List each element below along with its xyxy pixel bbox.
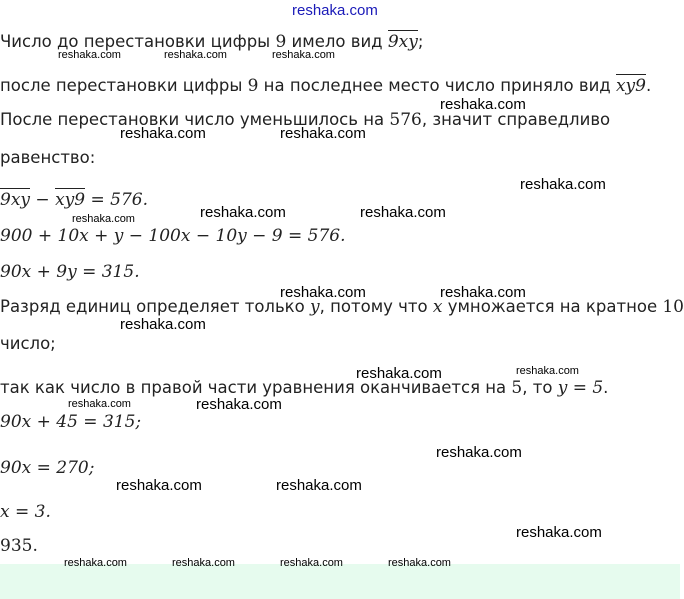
math: 900 + 10x + y − 100x − 10y − 9 = 576. (0, 226, 346, 246)
math: 90x + 45 = 315; (0, 412, 142, 432)
text: , значит справедливо (421, 110, 611, 129)
text: . (645, 76, 652, 95)
math: − (30, 190, 56, 210)
watermark: reshaka.com (272, 49, 335, 61)
math: 90x + 9y = 315. (0, 262, 140, 282)
text: так как число в правой части уравнения оканчивается на (0, 378, 512, 397)
equation-line-6 (0, 225, 346, 247)
watermark: reshaka.com (520, 176, 606, 193)
math: 935. (0, 536, 38, 556)
math: 10 (662, 297, 684, 317)
text: на последнее место число приняло вид (258, 76, 616, 95)
math: x = 3. (0, 502, 51, 522)
math-var: x (432, 297, 443, 317)
watermark: reshaka.com (72, 213, 135, 225)
equation-line-5 (0, 189, 148, 211)
text: ; (417, 32, 424, 51)
watermark: reshaka.com (120, 125, 206, 142)
equation-line-12 (0, 457, 94, 479)
watermark: reshaka.com (68, 398, 131, 410)
watermark: reshaka.com (280, 284, 366, 301)
math: 576 (389, 110, 422, 130)
text: , потому что (319, 297, 433, 316)
watermark: reshaka.com (360, 204, 446, 221)
text: Число до перестановки цифры (0, 32, 276, 51)
watermark: reshaka.com (280, 125, 366, 142)
text: имело вид (286, 32, 388, 51)
watermark: reshaka.com (116, 477, 202, 494)
watermark: reshaka.com (196, 396, 282, 413)
solution-line-2 (0, 75, 651, 97)
math: 5 (511, 378, 523, 398)
text: число; (0, 334, 56, 353)
text: , то (522, 378, 558, 397)
watermark: reshaka.com (516, 365, 579, 377)
site-title[interactable]: reshaka.com (292, 2, 378, 19)
solution-line-4 (0, 147, 95, 169)
watermark: reshaka.com (200, 204, 286, 221)
equation-line-11 (0, 411, 141, 433)
math: 90x = 270; (0, 458, 95, 478)
watermark: reshaka.com (276, 477, 362, 494)
text: Разряд единиц определяет только (0, 297, 310, 316)
text: после перестановки цифры (0, 76, 248, 95)
watermark: reshaka.com (356, 365, 442, 382)
math: 9 (247, 76, 259, 96)
math: 9 (275, 32, 287, 52)
math: = 576. (85, 190, 148, 210)
watermark: reshaka.com (172, 557, 235, 569)
watermark: reshaka.com (436, 444, 522, 461)
watermark: reshaka.com (440, 96, 526, 113)
overlined-number: xy9 (55, 190, 86, 210)
watermark: reshaka.com (120, 316, 206, 333)
text: . (603, 378, 609, 397)
watermark: reshaka.com (164, 49, 227, 61)
equation-line-7 (0, 261, 140, 283)
answer-highlight (0, 564, 680, 599)
solution-line-10 (0, 377, 608, 399)
watermark: reshaka.com (58, 49, 121, 61)
watermark: reshaka.com (64, 557, 127, 569)
watermark: reshaka.com (280, 557, 343, 569)
text: После перестановки число уменьшилось на (0, 110, 390, 129)
overlined-number: 9xy (0, 190, 31, 210)
watermark: reshaka.com (388, 557, 451, 569)
math-var: y (310, 297, 320, 317)
math: y = 5 (557, 378, 604, 398)
watermark: reshaka.com (516, 524, 602, 541)
overlined-number: 9xy (387, 32, 418, 52)
equation-line-14 (0, 535, 38, 557)
solution-line-9 (0, 333, 56, 355)
overlined-number: xy9 (615, 76, 646, 96)
equation-line-13 (0, 501, 51, 523)
text: умножается на кратное (442, 297, 663, 316)
text: равенство: (0, 148, 96, 167)
watermark: reshaka.com (440, 284, 526, 301)
